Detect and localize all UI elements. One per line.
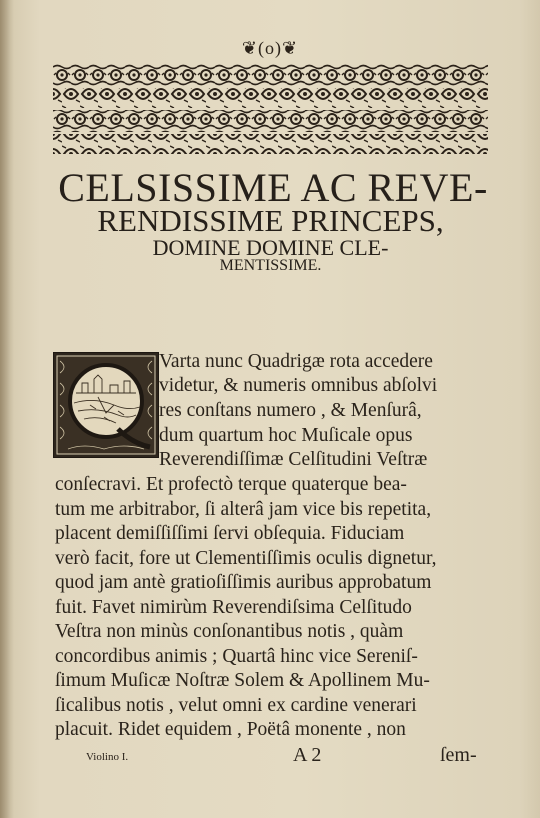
dedication-title-line-4: MENTISSIME. — [219, 257, 322, 274]
text-line: verò facit, fore ut Clementiſſimis oculis dignetur, — [55, 548, 437, 569]
text-line: ſicalibus notis , velut omni ex cardine venerari — [55, 695, 417, 716]
text-line: Varta nunc Quadrigæ rota accedere — [159, 351, 433, 372]
text-line: conſecravi. Et profectò terque quaterque bea- — [55, 474, 407, 495]
ornament-band — [53, 64, 488, 156]
text-line: fuit. Favet nimirùm Reverendiſsima Celſitudo — [55, 597, 412, 618]
signature-mark: A 2 — [293, 744, 322, 766]
text-line: Veſtra non minùs conſonantibus notis , quàm — [55, 621, 404, 642]
text-line: ſimum Muſicæ Noſtræ Solem & Apollinem Mu- — [55, 670, 430, 691]
text-line: concordibus animis ; Quartâ hinc vice Sereniſ- — [55, 646, 418, 667]
engraved-initial-q-icon — [53, 352, 159, 458]
text-line: Reverendiſſimæ Celſitudini Veſtræ — [159, 449, 428, 470]
text-line: videtur, & numeris omnibus abſolvi — [159, 375, 438, 396]
dedication-title-line-3: DOMINE DOMINE CLE- — [152, 235, 389, 260]
text-line: dum quartum hoc Muſicale opus — [159, 425, 413, 446]
ornament-band-icon — [53, 64, 488, 156]
text-line: res conſtans numero , & Menſurâ, — [159, 400, 422, 421]
catchword: ſem- — [440, 744, 477, 766]
text-line: tum me arbitrabor, ſi alterâ jam vice bis repetita, — [55, 499, 432, 520]
text-line: placent demiſſiſſimi ſervi obſequia. Fiduciam — [55, 523, 405, 544]
voice-part-label: Violino I. — [86, 751, 129, 763]
dedication-title-line-2: RENDISSIME PRINCEPS, — [97, 203, 444, 238]
header-flourish: ❦(o)❦ — [241, 38, 299, 58]
dedication-title-line-1: CELSISSIME AC REVE- — [58, 165, 488, 210]
text-line: placuit. Ridet equidem , Poëtâ monente , non — [55, 719, 406, 740]
gutter-shadow — [0, 0, 14, 818]
text-line: quod jam antè gratioſiſſimis auribus approbatum — [55, 572, 432, 593]
